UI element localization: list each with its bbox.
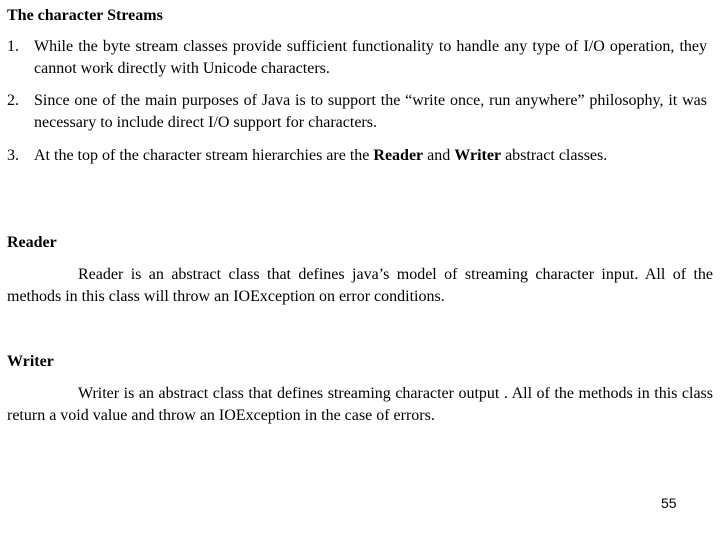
text-segment: abstract classes.: [501, 147, 608, 164]
list-item: [7, 145, 707, 167]
reader-class-name: Reader: [373, 147, 424, 164]
reader-paragraph: Reader is an abstract class that defines java’s model of streaming character input. All of the methods in this class will throw an IOException on error conditions.: [7, 266, 713, 305]
page-number: 55: [661, 495, 677, 511]
list-item: [7, 36, 707, 80]
writer-class-name: Writer: [454, 147, 502, 164]
writer-paragraph: Writer is an abstract class that defines streaming character output . All of the methods in this class return a void value and throw an IOException in the case of errors.: [7, 385, 713, 424]
list-item-text: While the byte stream classes provide sufficient functionality to handle any type of I/O operation, they cannot work directly with Unicode characters.: [34, 38, 707, 77]
list-item: [7, 90, 707, 134]
text-segment: At the top of the character stream hierarchies are the: [34, 147, 374, 164]
list-item-text: Since one of the main purposes of Java is to support the “write once, run anywhere” philosophy, it was necessary to include direct I/O support for characters.: [34, 92, 707, 131]
writer-heading: Writer: [7, 353, 54, 370]
list-item-number: 1.: [7, 38, 19, 55]
reader-heading: Reader: [7, 234, 57, 251]
text-segment: and: [423, 147, 455, 164]
list-item-number: 2.: [7, 92, 19, 109]
list-item-text: [34, 145, 707, 167]
list-item-number: 3.: [7, 147, 19, 164]
slide-title: The character Streams: [7, 7, 163, 24]
